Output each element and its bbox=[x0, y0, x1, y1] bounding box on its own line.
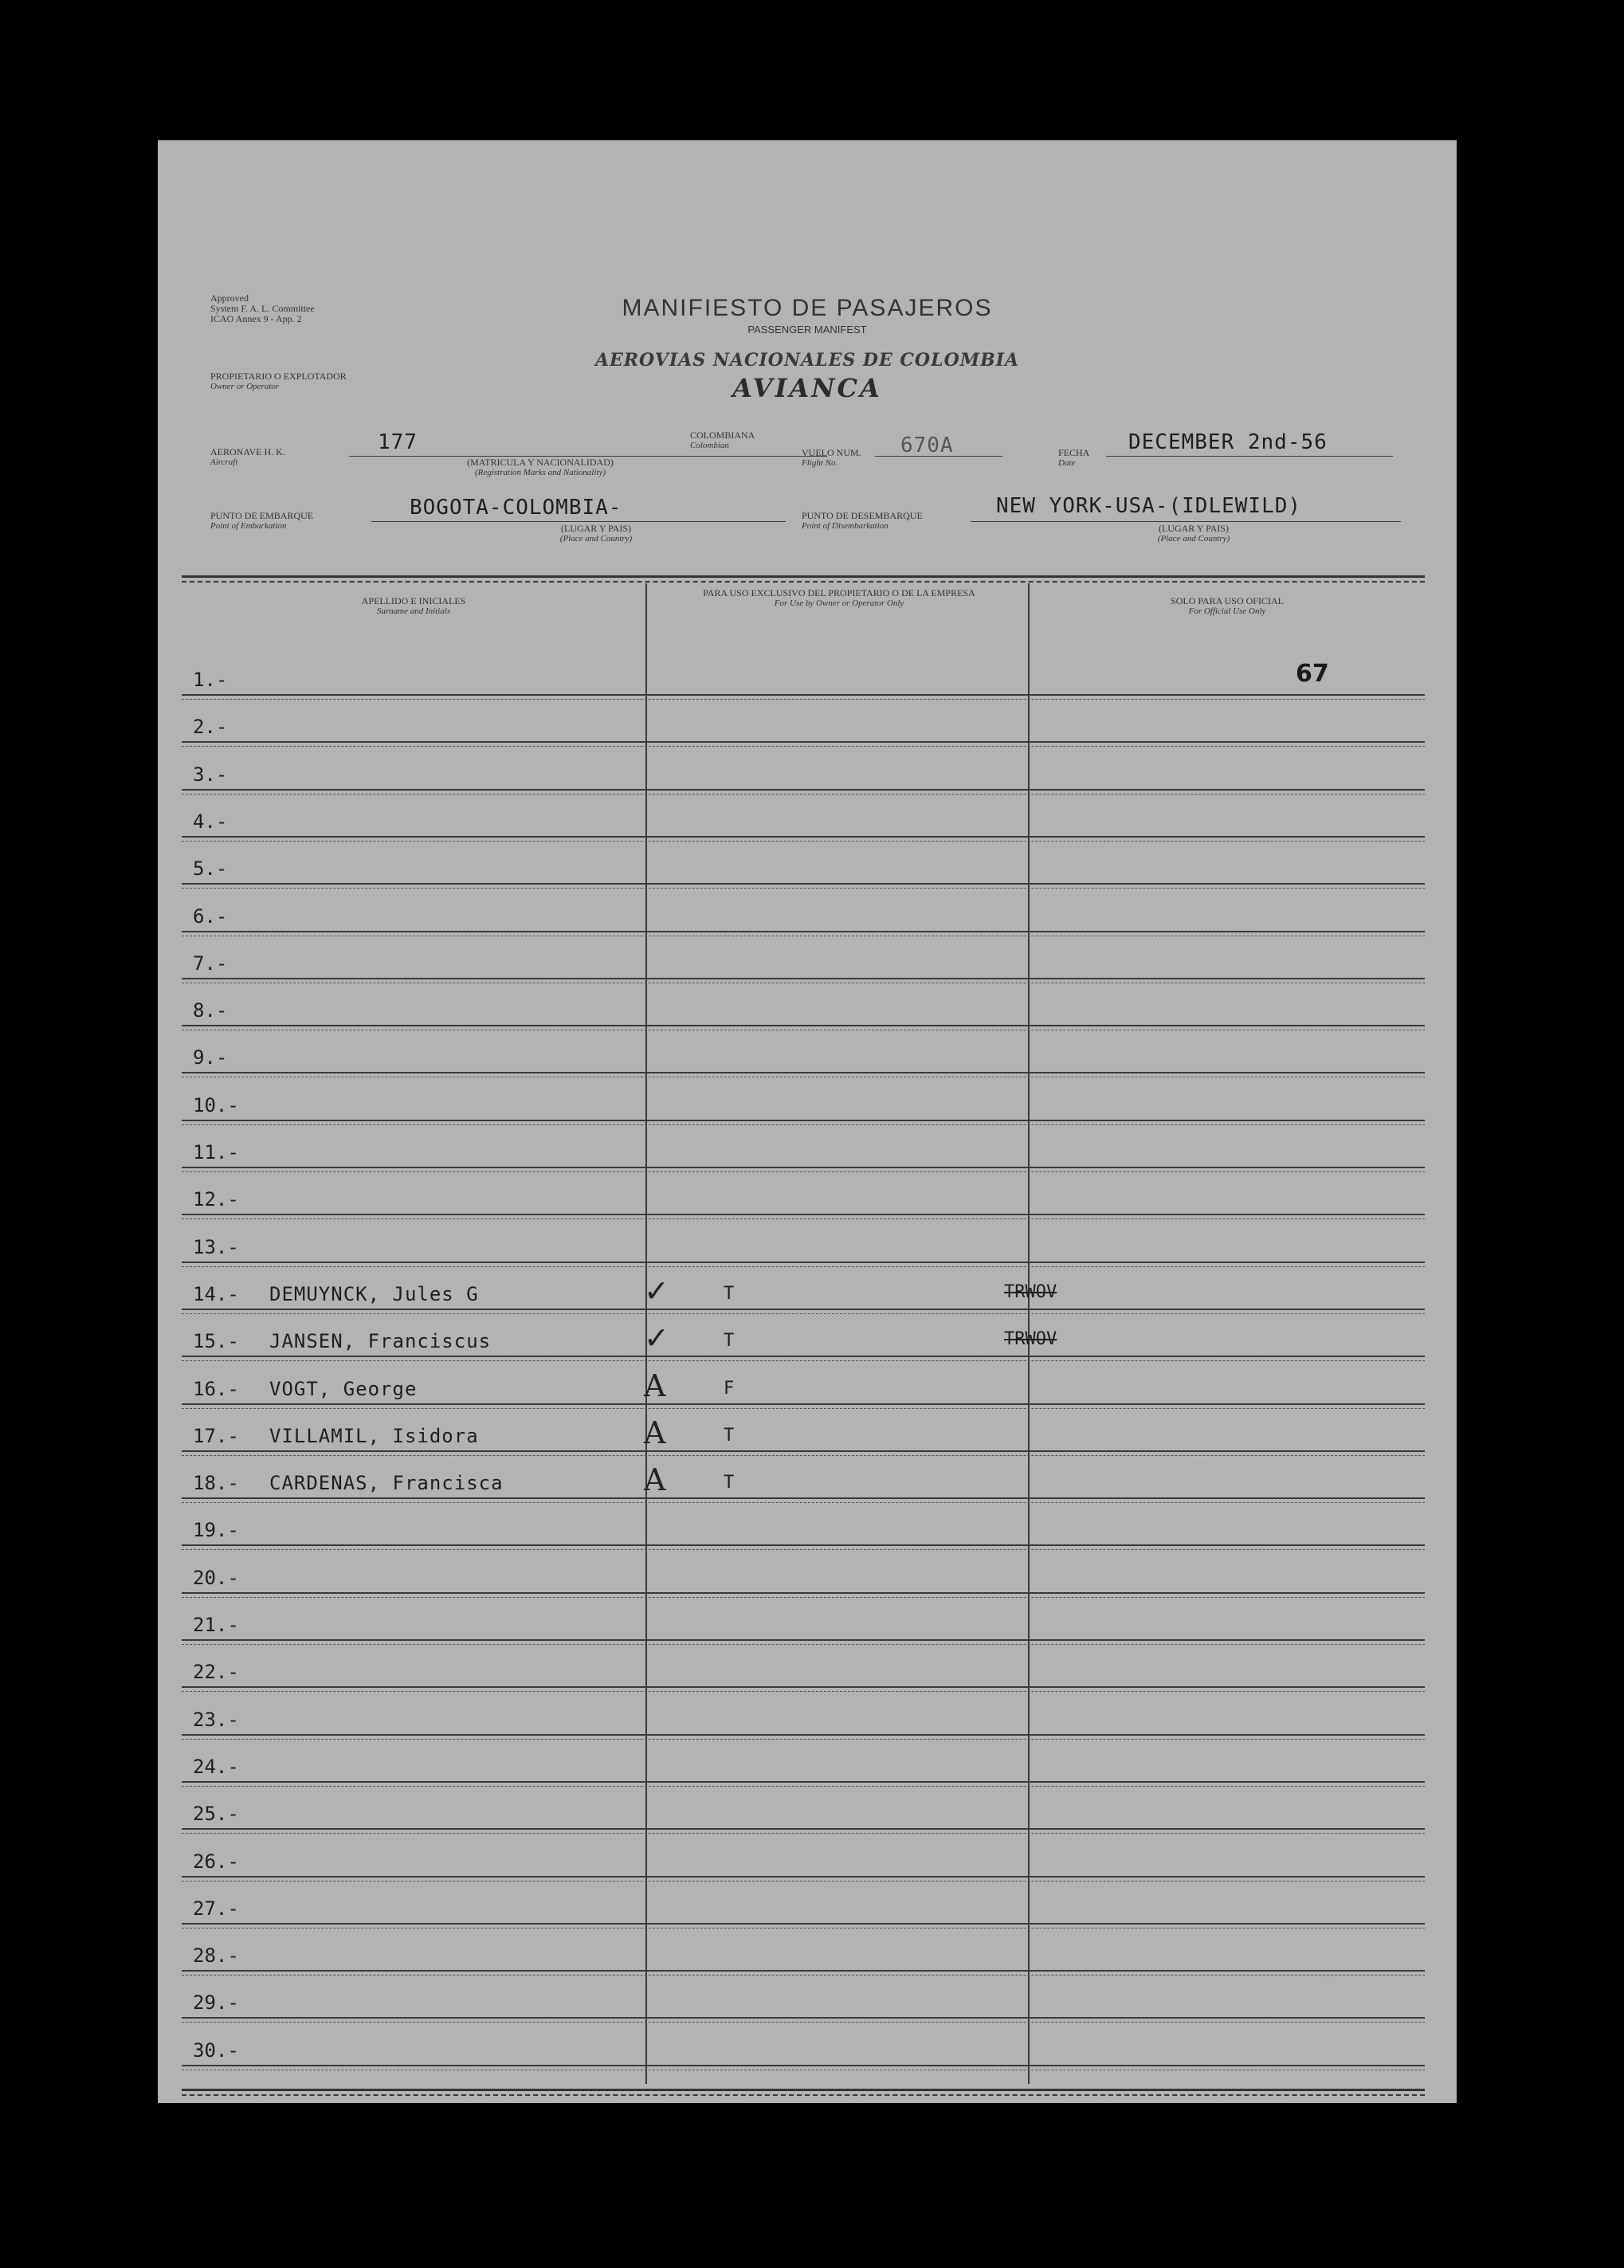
table-row bbox=[182, 1405, 1425, 1452]
registration-label bbox=[421, 457, 660, 477]
disembark-place-label bbox=[1090, 524, 1297, 543]
aircraft-sublabel-text: Aircraft bbox=[210, 457, 238, 467]
place-sublabel-text: (Place and Country) bbox=[1157, 534, 1230, 543]
embark-sublabel-text: Point of Embarkation bbox=[210, 521, 287, 531]
table-row bbox=[182, 1310, 1425, 1357]
flight-label bbox=[802, 448, 861, 468]
date-underline bbox=[1106, 456, 1393, 457]
row-number: 11.- bbox=[193, 1141, 239, 1163]
passenger-name: JANSEN, Franciscus bbox=[269, 1330, 492, 1353]
page-subtitle: PASSENGER MANIFEST bbox=[747, 324, 867, 335]
nationality-label bbox=[690, 430, 755, 450]
table-row bbox=[182, 1972, 1425, 2019]
aircraft-value: 177 bbox=[378, 430, 418, 454]
table-row bbox=[182, 1121, 1425, 1168]
table-row bbox=[182, 1452, 1425, 1499]
flight-label-text: VUELO NUM. bbox=[802, 447, 861, 458]
table-row bbox=[182, 791, 1425, 838]
place-label-text: (LUGAR Y PAIS) bbox=[560, 523, 631, 534]
row-number: 26.- bbox=[193, 1850, 239, 1873]
check-mark-icon: ✓ bbox=[644, 1273, 669, 1309]
row-number: 22.- bbox=[193, 1661, 239, 1684]
airline-name: AEROVIAS NACIONALES DE COLOMBIA bbox=[594, 350, 1020, 371]
aircraft-label bbox=[210, 447, 285, 467]
row-number: 19.- bbox=[193, 1519, 239, 1542]
row-number: 4.- bbox=[193, 810, 228, 833]
disembark-label bbox=[802, 511, 923, 531]
embark-label-text: PUNTO DE EMBARQUE bbox=[210, 510, 314, 521]
initial-mark-icon: A bbox=[644, 1462, 666, 1498]
row-number: 20.- bbox=[193, 1566, 239, 1589]
row-number: 9.- bbox=[193, 1046, 228, 1069]
flight-underline bbox=[875, 456, 1002, 457]
table-row bbox=[182, 1026, 1425, 1073]
table-row bbox=[182, 838, 1425, 885]
disembark-label-text: PUNTO DE DESEMBARQUE bbox=[802, 510, 923, 521]
table-row bbox=[182, 744, 1425, 791]
official-code: TRWOV bbox=[1004, 1281, 1057, 1302]
row-number: 3.- bbox=[193, 763, 228, 786]
aircraft-label-text: AERONAVE H. K. bbox=[210, 446, 285, 457]
check-mark-icon: ✓ bbox=[644, 1320, 669, 1356]
official-code: TRWOV bbox=[1004, 1329, 1057, 1350]
passenger-name: VOGT, George bbox=[269, 1377, 418, 1400]
owner-label bbox=[210, 371, 347, 391]
date-label bbox=[1058, 448, 1089, 468]
table-row bbox=[182, 1074, 1425, 1121]
nationality-label-text: COLOMBIANA bbox=[690, 430, 755, 441]
operator-code: F bbox=[724, 1378, 735, 1399]
initial-mark-icon: A bbox=[644, 1415, 666, 1450]
table-top-rule-dashed bbox=[182, 581, 1425, 583]
table-row bbox=[182, 1830, 1425, 1878]
nationality-sublabel-text: Colombian bbox=[690, 441, 729, 450]
embark-value: BOGOTA-COLOMBIA- bbox=[410, 496, 622, 520]
table-row bbox=[182, 1925, 1425, 1972]
table-row bbox=[182, 979, 1425, 1026]
row-rule bbox=[182, 2065, 1425, 2066]
disembark-value: NEW YORK-USA-(IDLEWILD) bbox=[996, 494, 1302, 518]
row-number: 28.- bbox=[193, 1944, 239, 1968]
row-number: 18.- bbox=[193, 1472, 239, 1495]
column-header-surname bbox=[182, 596, 645, 616]
table-row bbox=[182, 1689, 1425, 1736]
table-row bbox=[182, 932, 1425, 979]
disembark-sublabel-text: Point of Disembarkation bbox=[802, 521, 888, 531]
row-number: 2.- bbox=[193, 716, 228, 739]
embark-underline bbox=[371, 521, 786, 522]
column-header-text: PARA USO EXCLUSIVO DEL PROPIETARIO O DE LA EMPRESA bbox=[703, 587, 975, 598]
date-label-text: FECHA bbox=[1058, 447, 1090, 458]
table-row bbox=[182, 1263, 1425, 1310]
row-number: 13.- bbox=[193, 1235, 239, 1258]
date-sublabel-text: Date bbox=[1058, 458, 1076, 468]
operator-code: T bbox=[724, 1473, 735, 1493]
owner-label-text: PROPIETARIO O EXPLOTADOR bbox=[210, 371, 347, 382]
table-row bbox=[182, 1358, 1425, 1405]
registration-label-text: (MATRICULA Y NACIONALIDAD) bbox=[467, 457, 614, 468]
official-number: 67 bbox=[1296, 660, 1329, 688]
table-row bbox=[182, 1736, 1425, 1783]
row-number: 17.- bbox=[193, 1424, 239, 1447]
row-number: 5.- bbox=[193, 857, 228, 881]
approval-line: System F. A. L. Committee bbox=[210, 303, 315, 314]
row-number: 30.- bbox=[193, 2038, 239, 2062]
table-row bbox=[182, 1783, 1425, 1830]
row-number: 27.- bbox=[193, 1897, 239, 1920]
row-number: 14.- bbox=[193, 1282, 239, 1305]
row-number: 29.- bbox=[193, 1991, 239, 2015]
initial-mark-icon: A bbox=[644, 1367, 666, 1403]
registration-sublabel-text: (Registration Marks and Nationality) bbox=[474, 468, 606, 477]
column-subheader-text: For Use by Owner or Operator Only bbox=[774, 598, 904, 608]
page-title: MANIFIESTO DE PASAJEROS bbox=[622, 295, 993, 321]
row-number: 23.- bbox=[193, 1708, 239, 1731]
approval-line: ICAO Annex 9 - App. 2 bbox=[210, 313, 302, 324]
column-subheader-text: For Official Use Only bbox=[1188, 606, 1266, 616]
row-number: 25.- bbox=[193, 1803, 239, 1826]
row-number: 1.- bbox=[193, 669, 228, 691]
operator-code: T bbox=[724, 1425, 735, 1446]
airline-short-name: AVIANCA bbox=[732, 373, 882, 403]
table-row bbox=[182, 1878, 1425, 1925]
table-top-rule bbox=[182, 575, 1425, 578]
column-subheader-text: Surname and Initials bbox=[376, 606, 451, 616]
table-bottom-rule-dashed bbox=[182, 2094, 1425, 2096]
approval-line: Approved bbox=[210, 292, 249, 304]
passenger-name: CARDENAS, Francisca bbox=[269, 1472, 504, 1495]
date-value: DECEMBER 2nd-56 bbox=[1128, 430, 1328, 454]
table-row bbox=[182, 1641, 1425, 1688]
row-number: 21.- bbox=[193, 1614, 239, 1636]
table-row bbox=[182, 1168, 1425, 1215]
flight-value: 670A bbox=[900, 434, 954, 457]
row-number: 15.- bbox=[193, 1330, 239, 1353]
row-number: 10.- bbox=[193, 1093, 239, 1116]
table-bottom-rule bbox=[182, 2089, 1425, 2091]
column-header-operator bbox=[668, 588, 1010, 608]
operator-code: T bbox=[724, 1283, 735, 1304]
row-number: 24.- bbox=[193, 1755, 239, 1778]
column-header-text: SOLO PARA USO OFICIAL bbox=[1171, 595, 1284, 606]
disembark-underline bbox=[971, 521, 1401, 522]
place-label-text: (LUGAR Y PAIS) bbox=[1158, 523, 1229, 534]
table-row bbox=[182, 696, 1425, 743]
row-number: 12.- bbox=[193, 1188, 239, 1211]
table-row bbox=[182, 1594, 1425, 1641]
column-header-official bbox=[1030, 596, 1425, 616]
table-row bbox=[182, 1216, 1425, 1263]
embark-label bbox=[210, 511, 313, 531]
row-number: 7.- bbox=[193, 952, 228, 975]
column-header-text: APELLIDO E INICIALES bbox=[361, 595, 466, 606]
table-row bbox=[182, 1499, 1425, 1546]
passenger-name: DEMUYNCK, Jules G bbox=[269, 1282, 479, 1305]
row-number: 6.- bbox=[193, 904, 228, 928]
row-number: 16.- bbox=[193, 1377, 239, 1400]
table-row bbox=[182, 2019, 1425, 2066]
row-number: 8.- bbox=[193, 999, 228, 1022]
table-row bbox=[182, 649, 1425, 696]
operator-code: T bbox=[724, 1331, 735, 1352]
manifest-sheet bbox=[158, 140, 1457, 2103]
embark-place-label bbox=[492, 524, 700, 543]
owner-sublabel-text: Owner or Operator bbox=[210, 382, 280, 391]
place-sublabel-text: (Place and Country) bbox=[559, 534, 633, 543]
flight-sublabel-text: Flight No. bbox=[802, 458, 838, 468]
table-row bbox=[182, 885, 1425, 932]
passenger-name: VILLAMIL, Isidora bbox=[269, 1424, 479, 1447]
table-row bbox=[182, 1547, 1425, 1594]
